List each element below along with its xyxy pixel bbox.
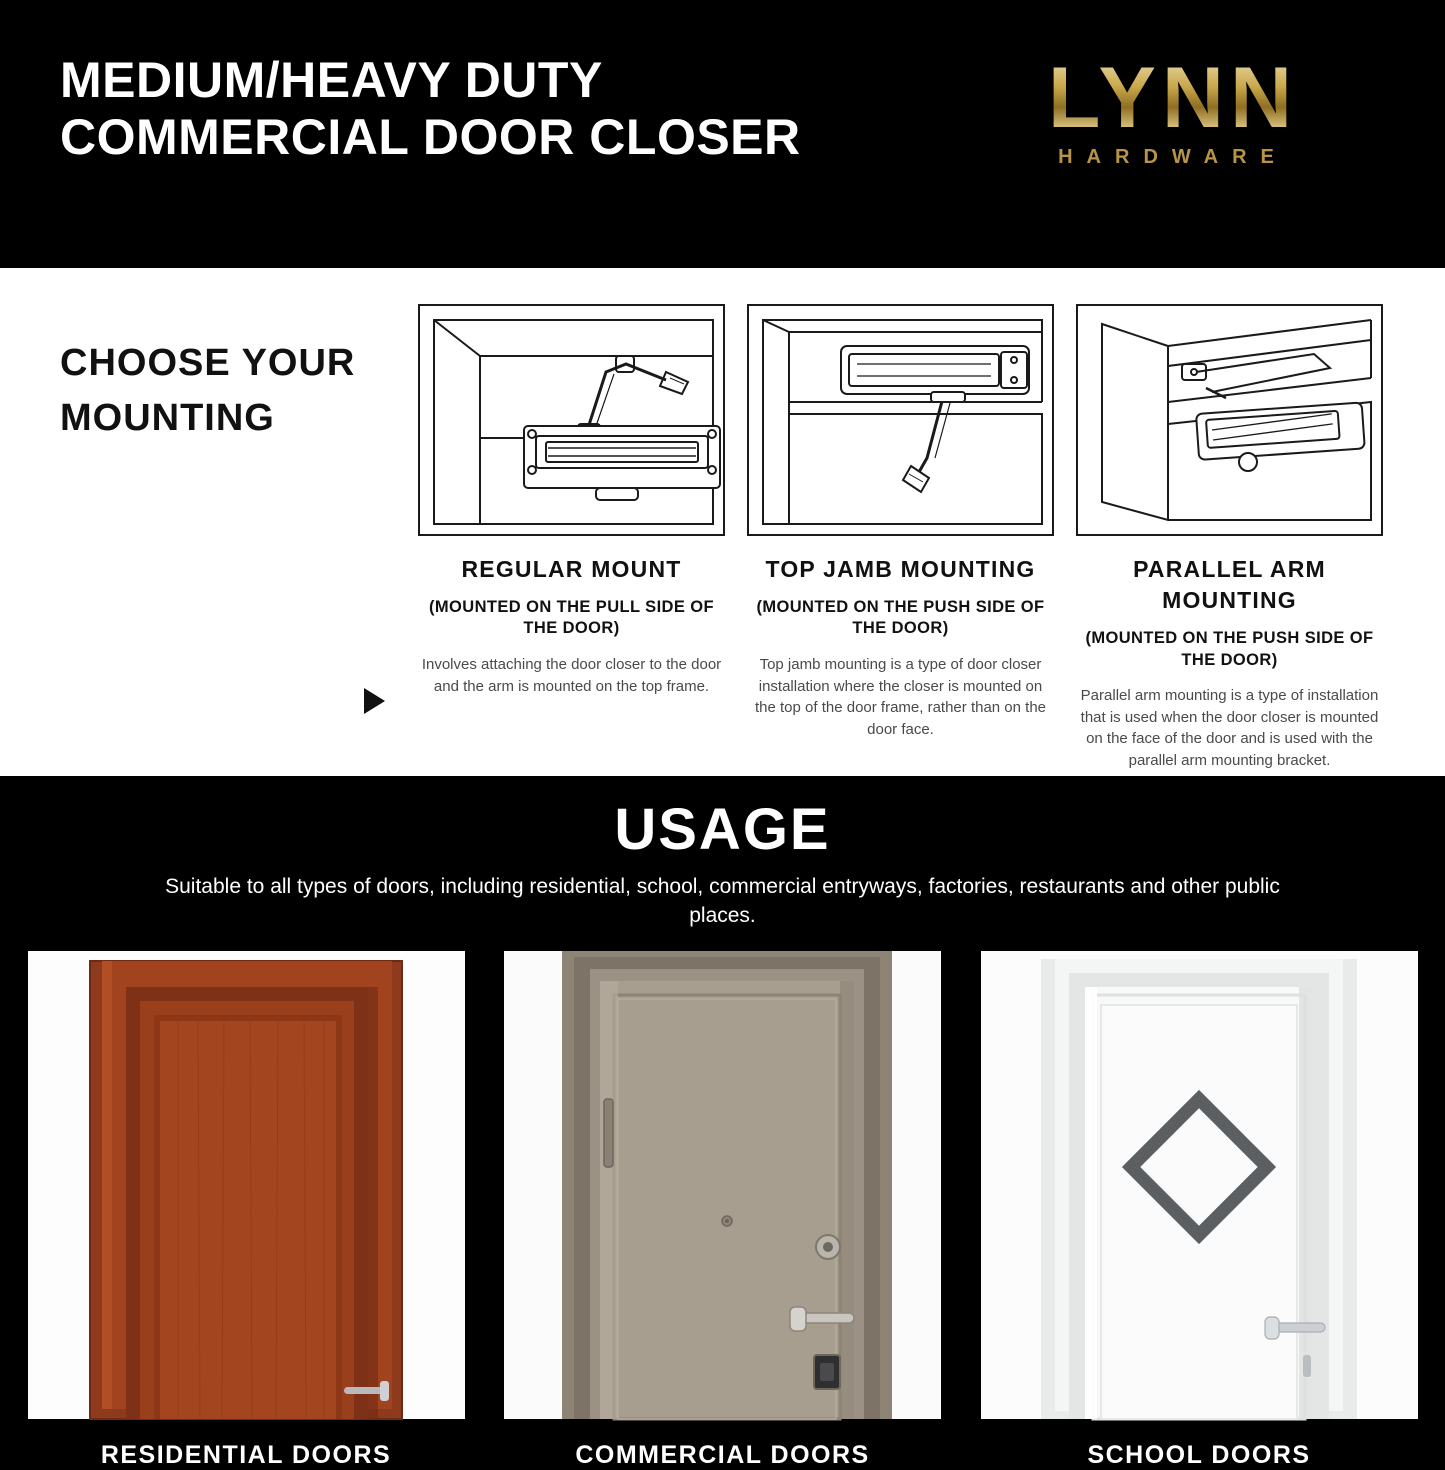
usage-title: USAGE [614, 797, 831, 862]
mounting-card-regular [418, 304, 725, 772]
usage-section [0, 776, 1445, 1469]
parallel-arm-mounting-diagram-icon [1076, 304, 1383, 536]
header-banner [0, 0, 1445, 268]
card-subtitle: (MOUNTED ON THE PUSH SIDE OF THE DOOR) [1085, 629, 1374, 669]
regular-mount-diagram-icon [418, 304, 725, 536]
page-title: MEDIUM/HEAVY DUTY COMMERCIAL DOOR CLOSER [60, 52, 801, 165]
card-subtitle: (MOUNTED ON THE PUSH SIDE OF THE DOOR) [756, 598, 1045, 638]
card-title: REGULAR MOUNT [461, 556, 682, 582]
usage-photo-commercial [504, 951, 941, 1470]
mounting-card-top-jamb [747, 304, 1054, 772]
photo-label: SCHOOL DOORS [1087, 1440, 1311, 1469]
card-description: Parallel arm mounting is a type of installation that is used when the door closer is mounted on the face of the door and is used with the parallel arm mounting bracket. [1080, 686, 1379, 770]
card-description: Involves attaching the door closer to the door and the arm is mounted on the top frame. [421, 655, 722, 695]
card-description: Top jamb mounting is a type of door closer installation where the closer is mounted on the top of the door frame, rather than on the door face. [754, 655, 1047, 739]
mounting-heading: CHOOSE YOUR MOUNTING [60, 342, 356, 440]
top-jamb-mounting-diagram-icon [747, 304, 1054, 536]
school-door-image [981, 951, 1418, 1419]
brand-logo [973, 50, 1373, 169]
usage-photos [28, 951, 1418, 1470]
usage-photo-school [981, 951, 1418, 1470]
card-subtitle: (MOUNTED ON THE PULL SIDE OF THE DOOR) [429, 598, 714, 638]
usage-photo-residential [28, 951, 465, 1470]
mounting-cards [418, 304, 1387, 772]
arrow-right-icon [364, 688, 385, 714]
usage-subtitle: Suitable to all types of doors, including residential, school, commercial entryways, factories, restaurants and other public places. [165, 875, 1280, 927]
residential-door-image [28, 951, 465, 1419]
photo-label: RESIDENTIAL DOORS [100, 1440, 392, 1469]
mounting-section [0, 268, 1445, 776]
brand-tagline: HARDWARE [1058, 145, 1288, 168]
mounting-card-parallel-arm [1076, 304, 1383, 772]
card-title: TOP JAMB MOUNTING [765, 556, 1036, 582]
photo-label: COMMERCIAL DOORS [575, 1440, 870, 1469]
card-title: PARALLEL ARM MOUNTING [1133, 556, 1326, 614]
brand-name: LYNN [973, 58, 1373, 140]
commercial-door-image [504, 951, 941, 1419]
